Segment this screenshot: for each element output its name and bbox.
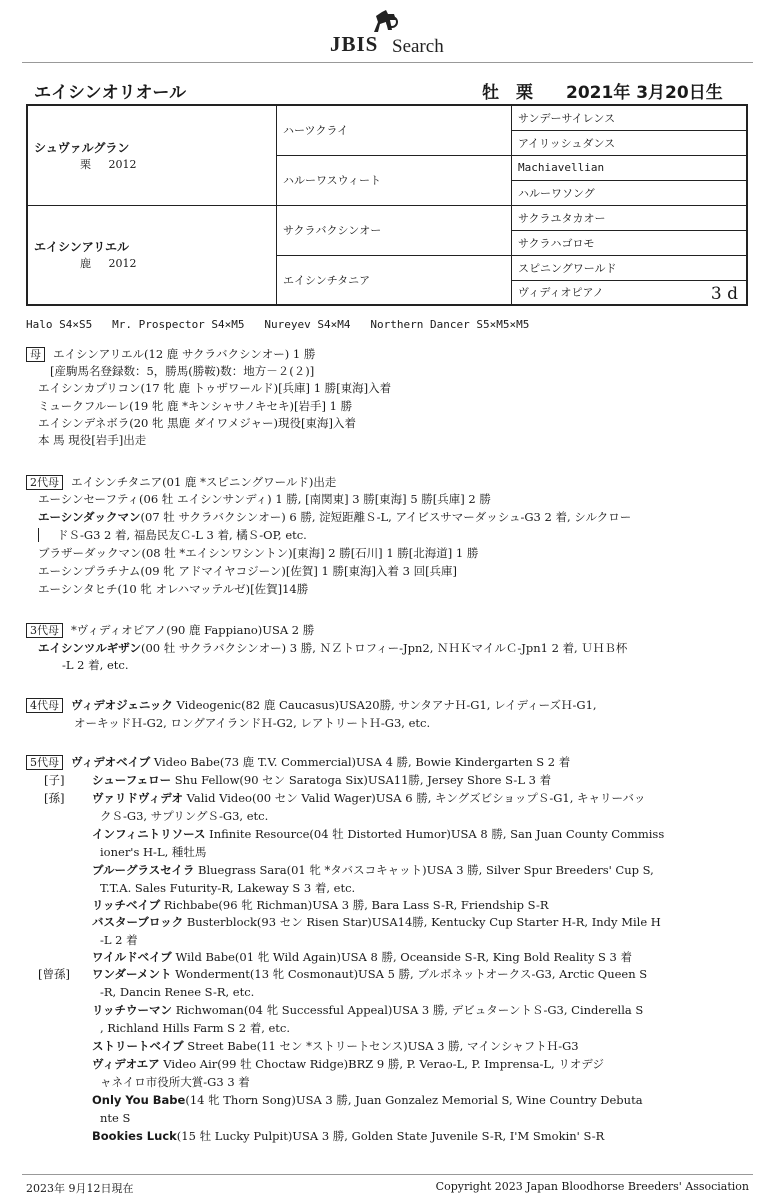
logo-jbis-text: JBIS [330,32,379,56]
g5-entry-7-rest: Richbabe(96 牝 Richman)USA 3 勝, Bara Lass S-R, Friendship S-R [160,898,549,912]
pedigree-gen3-5[interactable]: サクラユタカオー [512,205,748,230]
g5-entry-1-name: ヴァリドヴィデオ [92,791,183,805]
pedigree-sire-dam[interactable]: ハルーワスウィート [277,155,512,205]
g5-head-rest: Video Babe(73 鹿 T.V. Commercial)USA 4 勝, Bowie Kindergarten S 2 着 [150,755,571,769]
g5-entry-16-rest: Video Air(99 牡 Choctaw Ridge)BRZ 9 勝, P. Verao-L, P. Imprensa-L, リオデジ [159,1057,605,1071]
label-child: [子] [44,773,65,787]
g5-entry-4-rest: ioner's H-L, 種牡馬 [100,845,207,859]
g5-entry-11-name: ワンダーメント [92,967,172,981]
logo-search-text: Search [392,36,444,57]
pedigree-dam[interactable] [27,205,277,305]
pedigree-sire-sire[interactable]: ハーツクライ [277,105,512,155]
label-grandchild: [孫] [44,791,65,805]
pedigree-gen3-6[interactable]: サクラハゴロモ [512,230,748,255]
g5-entry-7-name: リッチベイブ [92,898,161,912]
g5-entry-16-name: ヴィデオエア [92,1057,160,1071]
pedigree-dam-dam[interactable]: エイシンチタニア [277,255,512,305]
g5-entry-17-rest: ャネイロ市役所大賞-G3 3 着 [100,1075,250,1089]
sire-name: シュヴァルグラン [34,140,130,155]
dam-name: エイシンアリエル [34,240,129,255]
dam-line-1: [産駒馬名登録数：5，勝馬(勝鞍)数：地方－２(２)] [50,364,315,378]
g5-entry-18-name: Only You Babe [92,1093,186,1107]
g4-line-1: Videogenic(82 鹿 Caucasus)USA20勝, サンタアナＨ-G1, レイディーズＨ-G1, [172,698,597,712]
g2-line-7: エーシンタヒチ(10 牝 オレハマッテルゼ)[佐賀]14勝 [38,582,309,596]
dam-line-3: ミュークフルーレ(19 牝 鹿 *キンシャサノキセキ)[岩手] 1 勝 [38,399,353,413]
g5-entry-14-rest: , Richland Hills Farm S 2 着, etc. [100,1021,291,1035]
footer-date: 2023年 9月12日現在 [26,1182,134,1195]
g5-entry-1-rest: Valid Video(00 セン Valid Wager)USA 6 勝, キングズビショップＳ-G1, キャリーバッ [182,791,646,805]
inbreeding-summary: Halo S4×S5 Mr. Prospector S4×M5 Nureyev S4×M4 Northern Dancer S5×M5×M5 [26,318,530,331]
g2-line-0: エイシンチタニア(01 鹿 *スピニングワールド)出走 [71,475,337,489]
g3-line-2: (00 牡 サクラバクシンオー) 3 勝, ＮＺトロフィー-Jpn2, ＮＨＫマイルＣ-Jpn1 2 着, ＵＨＢ杯 [140,641,628,655]
g2-notable-name: エーシンダックマン [38,510,141,524]
pedigree-dam-sire[interactable]: サクラバクシンオー [277,205,512,255]
g5-entry-10-rest: Wild Babe(01 牝 Wild Again)USA 8 勝, Oceanside S-R, King Bold Reality S 3 着 [171,950,632,964]
dam-line-0: エイシンアリエル(12 鹿 サクラバクシンオー) 1 勝 [53,347,316,361]
g5-entry-15-rest: Street Babe(11 セン *ストリートセンス)USA 3 勝, マインシャフトＨ-G3 [183,1039,579,1053]
horse-logo-icon [370,8,400,34]
g5-entry-3-rest: Infinite Resource(04 牡 Distorted Humor)USA 8 勝, San Juan County Commiss [205,827,665,841]
g5-entry-13-rest: Richwoman(04 牝 Successful Appeal)USA 3 勝, デビュターントＳ-G3, Cinderella S [172,1003,644,1017]
g2-line-1: エーシンセーフティ(06 牡 エイシンサンディ) 1 勝, [南関東] 3 勝[東海] 5 勝[兵庫] 2 勝 [38,492,491,506]
g3-line-3: -L 2 着, etc. [62,658,129,672]
pedigree-gen3-7[interactable]: スピニングワールド [512,255,748,280]
pedigree-gen3-8[interactable] [512,280,748,305]
inbreed-code: 3 d [710,284,738,304]
g5-entry-12-rest: -R, Dancin Renee S-R, etc. [100,985,255,999]
horse-birth-date: 2021年 3月20日生 [566,83,723,103]
g5-entry-20-name: Bookies Luck [92,1129,177,1143]
g5-entry-0-rest: Shu Fellow(90 セン Saratoga Six)USA11勝, Jersey Shore S-L 3 着 [171,773,552,787]
gen3-8-name: ヴィディオピアノ [518,286,604,300]
g5-entry-5-rest: Bluegrass Sara(01 牝 *タバスコキャット)USA 3 勝, Silver Spur Breeders' Cup S, [194,863,654,877]
g2-line-3: (07 牡 サクラバクシンオー) 6 勝, 淀短距離Ｓ-L, アイビスサマーダッシュ-G3 2 着, シルクロー [140,510,632,524]
pedigree-table [26,104,748,306]
g5-entry-2-rest: クＳ-G3, サプリングＳ-G3, etc. [100,809,269,823]
label-great-grandchild: [曾孫] [38,967,70,981]
g5-entry-0-name: シューフェロー [92,773,172,787]
pedigree-gen3-2[interactable]: アイリッシュダンス [512,130,748,155]
horse-sex: 牡 [482,83,499,103]
footer-divider [22,1174,753,1175]
g2-line-4: ドＳ-G3 2 着, 福島民友Ｃ-L 3 着, 橘Ｓ-OP, etc. [57,528,307,542]
horse-name: エイシンオリオール [34,83,187,103]
g5-entry-18-rest: (14 牝 Thorn Song)USA 3 勝, Juan Gonzalez Memorial S, Wine Country Debuta [185,1093,643,1107]
g4-line-2: オーキッドＨ-G2, ロングアイランドＨ-G2, レアトリートＨ-G3, etc. [74,716,431,730]
third-dam-tag: 3代母 [26,623,63,638]
g5-entry-9-rest: -L 2 着 [100,933,138,947]
g5-entry-13-name: リッチウーマン [92,1003,173,1017]
g5-entry-8-name: バスターブロック [92,915,184,929]
fourth-dam-tag: 4代母 [26,698,63,713]
dam-line-2: エイシンカプリコン(17 牝 鹿 トゥザワールド)[兵庫] 1 勝[東海]入着 [38,381,392,395]
g5-entry-19-rest: nte S [100,1111,131,1125]
g5-entry-3-name: インフィニトリソース [92,827,206,841]
horse-color: 栗 [516,83,533,103]
jbis-search-logo[interactable] [330,8,460,57]
fifth-dam-tag: 5代母 [26,755,63,770]
g3-notable-name: エイシンツルギザン [38,641,141,655]
g5-entry-6-rest: T.T.A. Sales Futurity-R, Lakeway S 3 着, etc. [100,881,356,895]
dam-line-4: エイシンデネボラ(20 牝 黒鹿 ダイワメジャー)現役[東海]入着 [38,416,356,430]
g2-line-5: ブラザーダックマン(08 牡 *エイシンワシントン)[東海] 2 勝[石川] 1 勝[北海道] 1 勝 [38,546,479,560]
g5-entry-11-rest: Wonderment(13 牝 Cosmonaut)USA 5 勝, ブルボネットオークス-G3, Arctic Queen S [171,967,648,981]
g3-line-0: *ヴィディオピアノ(90 鹿 Fappiano)USA 2 勝 [71,623,315,637]
g5-entry-10-name: ワイルドベイブ [92,950,172,964]
g2-line-6: エーシンプラチナム(09 牝 アドマイヤコジーン)[佐賀] 1 勝[東海]入着 3 回[兵庫] [38,564,458,578]
sire-color-year: 栗 2012 [80,157,137,171]
g5-head-name: ヴィデオベイブ [71,755,151,769]
pedigree-gen3-3[interactable]: Machiavellian [512,155,748,180]
pedigree-gen3-4[interactable]: ハルーワソング [512,180,748,205]
g5-entry-8-rest: Busterblock(93 セン Risen Star)USA14勝, Kentucky Cup Starter H-R, Indy Mile H [183,915,661,929]
g5-entry-15-name: ストリートベイブ [92,1039,184,1053]
g5-entry-5-name: ブルーグラスセイラ [92,863,195,877]
header-divider [22,62,753,63]
footer-copyright: Copyright 2023 Japan Bloodhorse Breeders' Association [435,1180,749,1193]
pedigree-gen3-1[interactable]: サンデーサイレンス [512,105,748,130]
dam-color-year: 鹿 2012 [80,257,137,271]
g4-name: ヴィデオジェニック [71,698,173,712]
pedigree-sire[interactable] [27,105,277,205]
g5-entry-20-rest: (15 牡 Lucky Pulpit)USA 3 勝, Golden State Juvenile S-R, I'M Smokin' S-R [176,1129,605,1143]
dam-tag: 母 [26,347,45,362]
second-dam-tag: 2代母 [26,475,63,490]
dam-line-5: 本 馬 現役[岩手]出走 [38,433,147,447]
